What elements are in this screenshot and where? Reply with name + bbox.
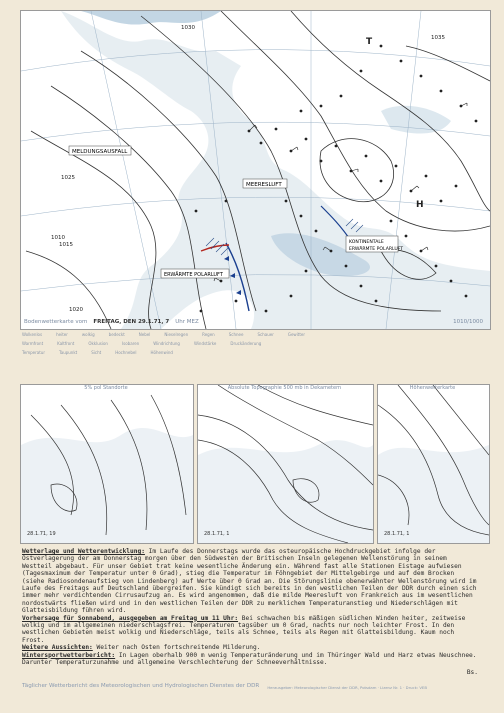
section-vorhersage <box>22 615 478 645</box>
legend-item: Windrichtung <box>153 341 180 346</box>
small-map-right-canvas <box>378 385 489 543</box>
heading-aussichten: Weitere Aussichten: <box>22 644 93 652</box>
low-pressure-symbol: T <box>366 37 373 47</box>
footer <box>22 683 482 690</box>
legend-item: Höhenwind <box>150 350 173 355</box>
legend-item: bedeckt <box>108 332 125 337</box>
heading-wintersport: Wintersportwetterbericht: <box>22 651 116 659</box>
baltic-shading <box>381 106 451 134</box>
isobar-label-1035: 1035 <box>431 35 445 41</box>
section-aussichten <box>22 644 478 651</box>
body-wetterlage: Im Laufe des Donnerstags wurde das osteuropäische Hochdruckgebiet infolge der Ostverlagerung der am Donnerstag morgen über den Südwesten der Britischen Inseln gelegenen Wellenstörung in seinem Westteil abgebaut. Für unser Gebiet trat keine wesentliche Änderung ein. Während fast alle Stationen Eistage aufwiesen (Tagesmaximum der Temperatur unter 0 Grad), stieg die Temperatur im Föhngebiet der Mittelgebirge und auf dem Brocken (siehe Radiosondenaufstieg von Lindenberg) auf Werte über 0 Grad an. Die Störungslinie obenerwähnter Wellenstörung wird im Laufe des Freitags auf Deutschland übergreifen. Sie kündigt sich bereits in den westlichen Teilen der DDR durch einen sich immer mehr verdichtenden Cirrusaufzug an. Es wird angenommen, daß die milde Meeresluft von Frankreich aus im wesentlichen nordostwärts fließen wird und in den westlichen Teilen der DDR zu merklichem Temperaturanstieg und Niederschlägen mit Glatteisbildung führen wird. <box>22 548 477 615</box>
legend-item: Temperatur <box>22 350 45 355</box>
label-meldungsausfall: MELDUNGSAUSFALL <box>72 149 128 155</box>
body-aussichten: Weiter nach Osten fortschreitende Milderung. <box>96 644 261 652</box>
legend-item: Windstärke <box>193 341 217 346</box>
small-map-right-date: 28.1.71, 1 <box>384 531 410 537</box>
caption-suffix: Uhr MEZ <box>175 319 199 325</box>
legend-item: Kaltfront <box>57 341 75 346</box>
small-map-middle-canvas <box>198 385 373 543</box>
small-map-middle-date: 28.1.71, 1 <box>204 531 230 537</box>
map-caption <box>20 316 489 328</box>
legend-item: Druckänderung <box>230 341 262 346</box>
label-erwaermte-polarluft-east: ERWÄRMTE POLARLUFT <box>349 247 404 252</box>
legend-row-2 <box>20 339 489 348</box>
legend-item: Hochnebel <box>115 350 137 355</box>
high-pressure-symbol: H <box>416 200 424 210</box>
heading-vorhersage: Vorhersage für Sonnabend, ausgegeben am Freitag um 11 Uhr: <box>22 614 239 622</box>
legend-item: wolkig <box>81 332 95 337</box>
legend-item: Schauer <box>257 332 274 337</box>
legend-item: Wolkenlos <box>22 332 43 337</box>
isobar-label-1030: 1030 <box>181 25 195 31</box>
legend-item: Nebel <box>138 332 151 337</box>
small-map-middle <box>197 384 374 544</box>
label-meeresluft: MEERESLUFT <box>246 182 282 188</box>
signature: Bs. <box>466 668 478 676</box>
caption-prefix: Bodenwetterkarte vom <box>24 319 88 325</box>
legend-item: Schnee <box>228 332 244 337</box>
legend-item: Gewitter <box>287 332 306 337</box>
legend-item: Regen <box>202 332 215 337</box>
legend-item: Taupunkt <box>58 350 78 355</box>
legend-item: Isobaren <box>121 341 140 346</box>
small-map-middle-title: Absolute Topographie 500 mb in Dekametern <box>227 385 342 391</box>
isobar-label-1015: 1015 <box>59 242 73 248</box>
body-wintersport: In Lagen oberhalb 900 m wenig Temperaturänderung und im Thüringer Wald und Harz etwas Neuschnee. Darunter Temperaturzunahme und allgemeine Verschlechterung der Schneeverhältnisse. <box>22 651 477 667</box>
surface-map-canvas <box>21 11 490 329</box>
isobar-label-1010: 1010 <box>51 235 65 241</box>
small-map-left-date: 28.1.71, 19 <box>27 531 56 537</box>
isobar-label-1025: 1025 <box>61 175 75 181</box>
legend-item: Sicht <box>91 350 102 355</box>
legend-row-1 <box>20 330 489 339</box>
label-kontinentale: KONTINENTALE <box>349 240 384 245</box>
caption-date: FREITAG, DEN 29.1.71, 7 <box>93 319 170 325</box>
land-shading <box>61 11 490 329</box>
heading-wetterlage: Wetterlage und Wetterentwicklung: <box>22 548 145 555</box>
surface-weather-map <box>20 10 491 330</box>
section-wetterlage <box>22 548 478 615</box>
caption-right: 1010/1000 <box>453 319 483 325</box>
small-map-right-title: Höhenwetterkarte <box>409 385 456 391</box>
symbol-legend <box>20 330 489 382</box>
body-vorhersage: Bei schwachen bis mäßigen südlichen Winden heiter, zeitweise wolkig und im allgemeinen niederschlagsfrei. Temperaturen tagsüber um 0 Grad, nachts nur noch leichter Frost. In den westlichen Gebieten meist wolkig und Niederschläge, teils als Schnee, teils als Regen mit Glatteisbildung. Kaum noch Frost. <box>22 614 466 644</box>
isobar-label-1020: 1020 <box>69 307 83 313</box>
sea-ice-shading <box>81 11 221 25</box>
legend-item: heiter <box>56 332 68 337</box>
section-wintersport <box>22 652 478 667</box>
legend-item: Nieselregen <box>164 332 189 337</box>
legend-row-3 <box>20 348 489 357</box>
small-map-left-title: 5% pol Standorte <box>84 385 128 391</box>
small-map-left-canvas <box>21 385 193 543</box>
small-map-right <box>377 384 490 544</box>
legend-item: Okklusion <box>88 341 108 346</box>
label-erwaermte-polarluft: ERWÄRMTE POLARLUFT <box>164 272 223 278</box>
small-map-left <box>20 384 194 544</box>
footer-title: Täglicher Wetterbericht des Meteorologischen und Hydrologischen Dienstes der DDR <box>22 683 260 689</box>
legend-item: Warmfront <box>22 341 44 346</box>
footer-imprint: Herausgeber: Meteorologischer Dienst der DDR, Potsdam · Lizenz Nr. 1 · Druck: VEB <box>267 685 427 690</box>
forecast-text <box>22 548 478 676</box>
